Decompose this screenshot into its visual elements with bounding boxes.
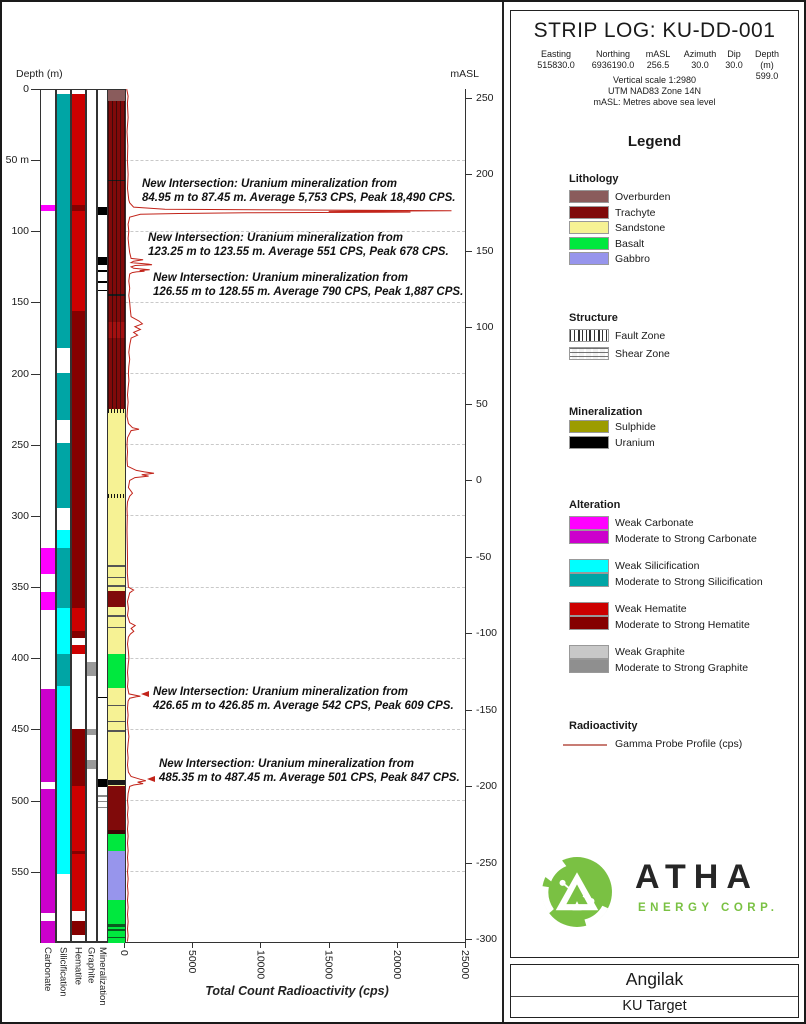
masl-tick-label: 50	[476, 397, 488, 410]
fault-zone-tickband	[108, 409, 125, 413]
track-label-graphite: Graphite	[85, 947, 97, 984]
masl-tick	[465, 98, 472, 99]
collar-field	[725, 49, 743, 71]
depth-tick-label: 400	[11, 652, 29, 665]
lithology-interval	[108, 929, 125, 931]
depth-tick	[31, 801, 40, 802]
structure-label: Fault Zone	[615, 330, 666, 342]
masl-tick-label: -300	[476, 932, 498, 945]
annotation-line: 126.55 m to 128.55 m. Average 790 CPS, Peak 1,887 CPS.	[153, 285, 464, 298]
cps-tick	[329, 942, 330, 948]
legend-panel	[510, 10, 799, 958]
depth-tick	[31, 516, 40, 517]
track-interval	[41, 689, 55, 782]
depth-tick-label: 200	[11, 367, 29, 380]
lithology-swatch	[569, 237, 609, 250]
cps-tick-label: 5000	[186, 950, 199, 974]
depth-tick-label: 0	[23, 83, 29, 95]
depth-tick	[31, 231, 40, 232]
cps-tick	[465, 942, 466, 948]
track-interval	[57, 530, 70, 549]
masl-tick	[465, 710, 472, 711]
depth-tick-label: 500	[11, 794, 29, 807]
panel-divider	[502, 2, 504, 1024]
track-graphite	[86, 89, 97, 942]
track-interval	[57, 608, 70, 654]
collar-field-value: 599.0	[755, 71, 779, 81]
masl-axis-line	[465, 89, 466, 942]
depth-tick-label: 550	[11, 865, 29, 878]
annotation-intersection	[142, 178, 455, 205]
lithology-interval	[108, 924, 125, 927]
annotation-line: New Intersection: Uranium mineralization from	[159, 758, 414, 770]
lithology-interval	[108, 688, 125, 786]
alteration-strong-swatch	[569, 573, 609, 587]
alteration-strong-label: Moderate to Strong Silicification	[615, 576, 763, 588]
collar-field-value: 256.5	[646, 60, 670, 70]
track-interval	[72, 645, 85, 654]
lithology-interval	[108, 721, 125, 722]
lithology-interval	[108, 615, 125, 616]
annotation-line: 485.35 m to 487.45 m. Average 501 CPS, Peak 847 CPS.	[159, 771, 460, 784]
collar-field-label: Depth (m)	[754, 49, 780, 70]
structure-label: Shear Zone	[615, 348, 670, 360]
depth-tick	[31, 374, 40, 375]
track-interval	[57, 94, 70, 347]
lithology-label: Sandstone	[615, 222, 666, 234]
annotation-intersection	[153, 272, 463, 299]
lithology-label: Trachyte	[615, 206, 656, 219]
track-interval	[72, 94, 85, 205]
gamma-line-swatch	[563, 744, 607, 746]
track-interval	[57, 443, 70, 508]
track-interval	[72, 851, 85, 853]
masl-tick	[465, 863, 472, 864]
masl-tick	[465, 480, 472, 481]
track-label-mineralization: Mineralization	[97, 947, 108, 1006]
masl-tick-label: 250	[476, 92, 494, 104]
annotation-line: New Intersection: Uranium mineralization from	[148, 232, 403, 244]
collar-field-label: Dip	[727, 49, 741, 59]
lithology-interval	[108, 786, 125, 834]
lithology-swatch	[569, 221, 609, 234]
lithology-interval	[108, 830, 125, 834]
legend-section-mineralization: Mineralization	[569, 406, 643, 418]
masl-tick-label: -250	[476, 856, 498, 869]
cps-tick-label: 20000	[390, 950, 403, 980]
masl-axis-caption: mASL	[450, 68, 479, 80]
masl-tick-label: 0	[476, 474, 482, 487]
cps-tick-label: 0	[118, 950, 130, 956]
title-block-divider	[511, 996, 798, 997]
collar-field-label: Easting	[540, 49, 572, 59]
collar-field-label: mASL	[645, 49, 671, 59]
depth-tick	[31, 872, 40, 873]
track-label-hematite: Hematite	[72, 947, 84, 986]
track-label-carbonate: Carbonate	[42, 947, 53, 992]
track-silicification	[56, 89, 71, 942]
alteration-weak-swatch	[569, 559, 609, 573]
collar-field-value: 30.0	[691, 60, 709, 70]
cps-tick-label: 25000	[459, 950, 472, 980]
depth-tick	[31, 729, 40, 730]
annotation-intersection	[153, 686, 454, 713]
lithology-swatch	[569, 190, 609, 203]
title-block	[510, 964, 799, 1018]
mineralization-label: Uranium	[615, 436, 655, 449]
masl-tick	[465, 633, 472, 634]
alteration-strong-label: Moderate to Strong Carbonate	[615, 533, 757, 545]
lithology-interval	[108, 591, 125, 607]
lithology-label: Overburden	[615, 191, 671, 203]
structure-swatch	[569, 347, 609, 360]
lithology-interval	[108, 937, 125, 938]
depth-tick	[31, 445, 40, 446]
structure-swatch	[569, 329, 609, 342]
masl-tick-label: -200	[476, 780, 498, 793]
annotation-line: New Intersection: Uranium mineralization from	[153, 686, 408, 698]
mineralization-swatch	[569, 420, 609, 433]
cps-tick	[124, 942, 125, 948]
lithology-interval	[108, 654, 125, 688]
annotation-intersection	[159, 758, 460, 785]
atha-logo-icon	[539, 854, 615, 930]
collar-field	[592, 49, 635, 71]
alteration-weak-swatch	[569, 516, 609, 530]
alteration-strong-swatch	[569, 530, 609, 544]
legend-section-alteration: Alteration	[569, 499, 621, 511]
track-interval	[57, 654, 70, 687]
track-interval	[41, 921, 55, 942]
x-axis-line	[40, 942, 466, 943]
alteration-weak-label: Weak Graphite	[615, 646, 685, 658]
lithology-interval	[108, 607, 125, 654]
company-logo	[539, 854, 779, 938]
lithology-interval	[108, 627, 125, 628]
annotation-line: New Intersection: Uranium mineralization from	[142, 178, 397, 190]
annotation-line: 123.25 m to 123.55 m. Average 551 CPS, Peak 678 CPS.	[148, 245, 449, 258]
mineralization-swatch	[569, 436, 609, 449]
annotation-intersection	[148, 232, 449, 259]
masl-tick-label: 200	[476, 168, 494, 181]
masl-tick-label: -50	[476, 550, 492, 563]
track-interval	[41, 592, 55, 609]
lithology-interval	[108, 565, 125, 566]
alteration-strong-label: Moderate to Strong Graphite	[615, 662, 749, 674]
masl-tick-label: 150	[476, 244, 494, 257]
legend-section-radioactivity: Radioactivity	[569, 720, 638, 732]
alteration-strong-label: Moderate to Strong Hematite	[615, 619, 750, 631]
alteration-weak-label: Weak Carbonate	[615, 517, 694, 529]
lithology-interval	[108, 730, 125, 731]
depth-tick-label: 450	[11, 723, 29, 736]
lithology-interval	[108, 780, 125, 784]
lithology-interval	[108, 834, 125, 851]
depth-tick-label: 50 m	[5, 154, 29, 167]
track-interval	[41, 789, 55, 913]
logo-wordmark: ATHA	[635, 858, 759, 896]
collar-field-label: Northing	[595, 49, 631, 59]
masl-tick	[465, 786, 472, 787]
mineralization-label: Sulphide	[615, 421, 656, 433]
collar-field	[537, 49, 575, 71]
masl-tick-label: -100	[476, 627, 498, 640]
track-label-silicification: Silicification	[57, 947, 69, 997]
cps-tick-label: 10000	[254, 950, 267, 980]
collar-field-value: 515830.0	[537, 60, 575, 70]
lithology-interval	[108, 705, 125, 706]
annotation-line: 426.65 m to 426.85 m. Average 542 CPS, Peak 609 CPS.	[153, 699, 454, 712]
depth-tick-label: 300	[11, 509, 29, 522]
track-interval	[41, 205, 55, 211]
collar-field	[646, 49, 671, 71]
track-hematite	[71, 89, 86, 942]
track-interval	[72, 211, 85, 311]
track-interval	[72, 311, 85, 608]
annotation-line: 84.95 m to 87.45 m. Average 5,753 CPS, Peak 18,490 CPS.	[142, 191, 456, 204]
legend-title: Legend	[627, 133, 682, 150]
collar-field-label: Azimuth	[683, 49, 717, 59]
collar-field-value: 6936190.0	[591, 60, 635, 70]
alteration-weak-label: Weak Silicification	[615, 560, 700, 572]
depth-tick-label: 350	[11, 581, 29, 594]
cps-tick-label: 15000	[322, 950, 335, 980]
fault-zone-hatch	[108, 101, 125, 408]
masl-tick	[465, 327, 472, 328]
fault-zone-tickband	[108, 494, 125, 498]
depth-tick	[31, 160, 40, 161]
track-interval	[41, 548, 55, 574]
track-interval	[87, 760, 96, 769]
lithology-interval	[108, 90, 125, 101]
sheet-title: STRIP LOG: KU-DD-001	[533, 19, 776, 42]
track-interval	[57, 373, 70, 420]
lithology-interval	[108, 585, 125, 586]
masl-tick	[465, 174, 472, 175]
project-name: Angilak	[625, 969, 684, 989]
note-masl: mASL: Metres above sea level	[593, 97, 716, 107]
cps-tick	[260, 942, 261, 948]
alteration-weak-swatch	[569, 602, 609, 616]
track-interval	[57, 686, 70, 874]
masl-tick	[465, 404, 472, 405]
masl-tick	[465, 939, 472, 940]
collar-field-value: 30.0	[725, 60, 743, 70]
lithology-interval	[108, 577, 125, 578]
depth-tick-label: 100	[11, 225, 29, 238]
masl-tick	[465, 557, 472, 558]
depth-tick-label: 250	[11, 438, 29, 451]
alteration-weak-swatch	[569, 645, 609, 659]
alteration-strong-swatch	[569, 659, 609, 673]
track-interval	[72, 608, 85, 631]
annotation-line: New Intersection: Uranium mineralization from	[153, 272, 408, 284]
lithology-label: Gabbro	[615, 253, 651, 265]
alteration-weak-label: Weak Hematite	[615, 603, 687, 615]
depth-axis-caption: Depth (m)	[16, 68, 63, 80]
cps-tick	[397, 942, 398, 948]
collar-field	[684, 49, 717, 71]
legend-section-structure: Structure	[569, 312, 618, 324]
track-interval	[72, 729, 85, 786]
depth-tick	[31, 302, 40, 303]
depth-tick	[31, 658, 40, 659]
masl-tick-label: 100	[476, 321, 494, 334]
track-interval	[87, 662, 96, 676]
cps-tick	[192, 942, 193, 948]
logo-subtitle: ENERGY CORP.	[638, 902, 779, 914]
lithology-interval	[108, 851, 125, 899]
lithology-interval	[108, 409, 125, 591]
lithology-label: Basalt	[615, 237, 645, 250]
track-interval	[72, 921, 85, 935]
gamma-line-label: Gamma Probe Profile (cps)	[615, 738, 743, 750]
masl-tick	[465, 251, 472, 252]
legend-section-lithology: Lithology	[569, 173, 619, 185]
track-interval	[57, 548, 70, 608]
track-interval	[72, 786, 85, 911]
depth-tick	[31, 89, 40, 90]
track-lithology	[107, 89, 126, 942]
alteration-strong-swatch	[569, 616, 609, 630]
lithology-swatch	[569, 252, 609, 265]
lithology-swatch	[569, 206, 609, 219]
note-vertical-scale: Vertical scale 1:2980	[612, 75, 697, 85]
depth-tick-label: 150	[11, 296, 29, 309]
depth-tick	[31, 587, 40, 588]
x-axis-title: Total Count Radioactivity (cps)	[205, 984, 389, 998]
track-interval	[72, 631, 85, 638]
note-utm-zone: UTM NAD83 Zone 14N	[607, 86, 702, 96]
track-interval	[87, 729, 96, 735]
target-name: KU Target	[622, 998, 687, 1014]
masl-tick-label: -150	[476, 703, 498, 716]
track-carbonate	[40, 89, 56, 942]
